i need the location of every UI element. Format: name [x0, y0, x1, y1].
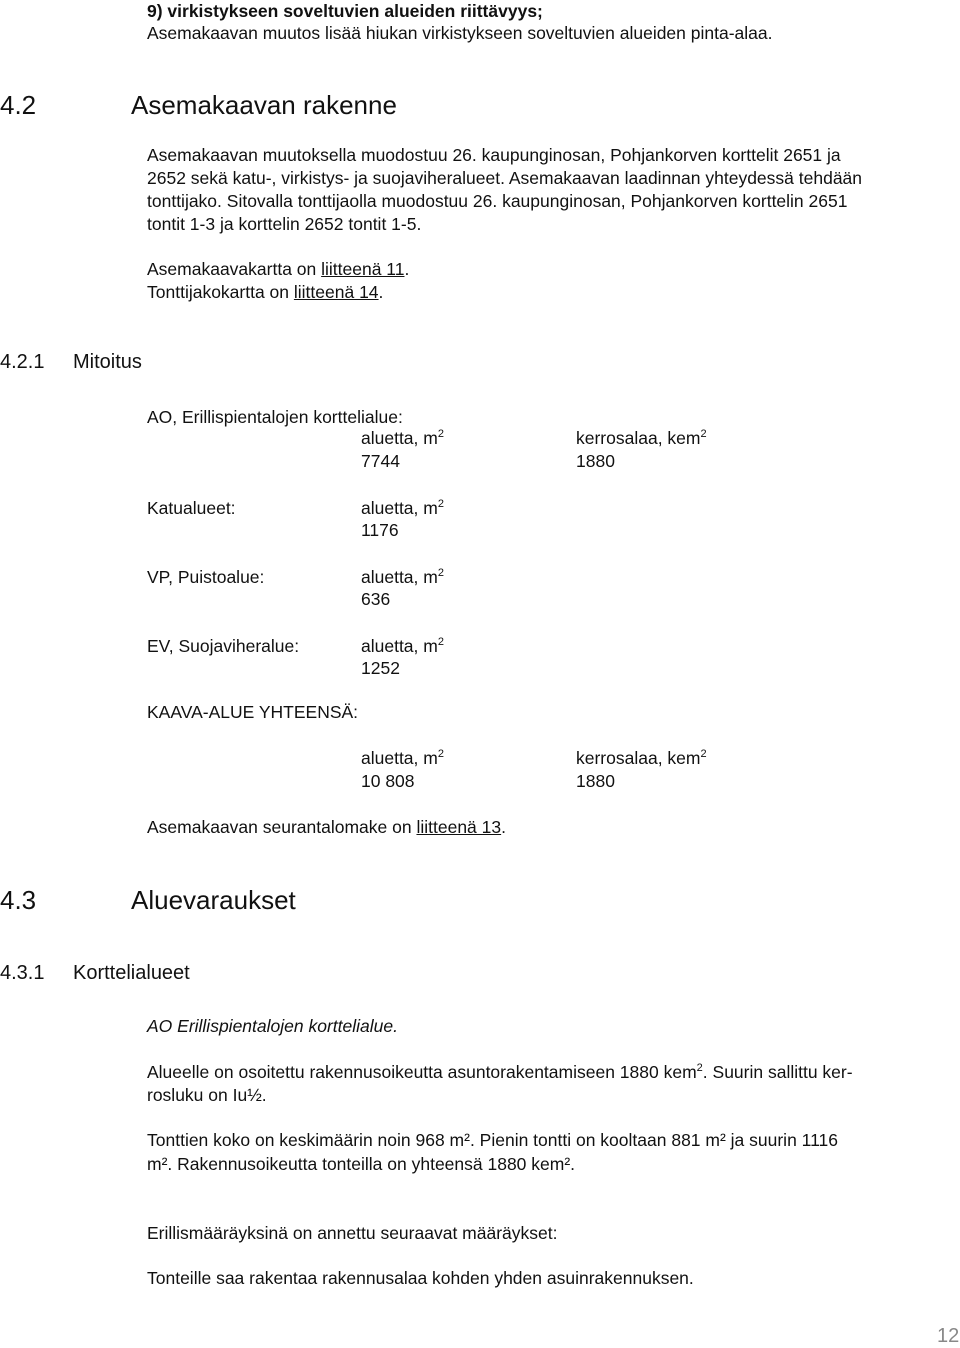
- section-4-3-number: 4.3: [0, 885, 37, 915]
- ao-area-label: aluetta, $m^2$: [361, 428, 444, 448]
- paragraph-line: m². Rakennusoikeutta tonteilla on yhteensä 1880 kem².: [147, 1154, 576, 1174]
- vp-area-label: aluetta, $m^2$: [361, 567, 444, 587]
- ao-area-value: 7744: [361, 451, 400, 471]
- ev-area-label: aluetta, $m^2$: [361, 636, 444, 656]
- section-4-2-title: Asemakaavan rakenne: [131, 90, 397, 120]
- ao-floor-value: 1880: [576, 451, 615, 471]
- section-9-text: Asemakaavan muutos lisää hiukan virkistykseen soveltuvien alueiden pinta-alaa.: [147, 23, 773, 43]
- total-area-label: aluetta, $m^2$: [361, 748, 444, 768]
- vp-area-value: 636: [361, 589, 391, 609]
- ao-floor-label: kerrosalaa, kem$^2$: [576, 428, 707, 448]
- appendix-13-link[interactable]: liitteenä 13: [416, 817, 502, 837]
- paragraph-line: rosluku on Iu½.: [147, 1085, 267, 1105]
- section-4-2-1-number: 4.2.1: [0, 351, 45, 373]
- ev-label: EV, Suojaviheralue:: [147, 636, 300, 656]
- section-4-3-title: Aluevaraukset: [131, 885, 296, 915]
- ao-subtitle: AO Erillispientalojen korttelialue.: [147, 1016, 398, 1036]
- followup-reference: Asemakaavan seurantalomake on liitteenä 13.: [147, 817, 506, 837]
- katu-label: Katualueet:: [147, 498, 236, 518]
- vp-label: VP, Puistoalue:: [147, 567, 265, 587]
- page-number: 12: [937, 1325, 960, 1347]
- section-4-3-1-title: Korttelialueet: [73, 962, 190, 984]
- paragraph-line: tonttijako. Sitovalla tonttijaolla muodostuu 26. kaupunginosan, Pohjankorven korttelin 2651: [147, 191, 848, 211]
- map-reference: Asemakaavakartta on liitteenä 11.: [147, 259, 410, 279]
- katu-area-label: aluetta, $m^2$: [361, 498, 444, 518]
- total-floor-label: kerrosalaa, kem$^2$: [576, 748, 707, 768]
- total-area-value: 10 808: [361, 771, 415, 791]
- section-4-2-1-title: Mitoitus: [73, 351, 142, 373]
- section-4-3-1-number: 4.3.1: [0, 962, 45, 984]
- total-label: KAAVA-ALUE YHTEENSÄ:: [147, 702, 359, 722]
- ev-area-value: 1252: [361, 658, 400, 678]
- katu-area-value: 1176: [361, 520, 399, 540]
- paragraph-line: Tonttien koko on keskimäärin noin 968 m². Pienin tontti on kooltaan 881 m² ja suurin 1116: [147, 1130, 839, 1150]
- paragraph-line: Tonteille saa rakentaa rakennusalaa kohden yhden asuinrakennuksen.: [147, 1268, 694, 1288]
- paragraph-line: 2652 sekä katu-, virkistys- ja suojaviheralueet. Asemakaavan laadinnan yhteydessä tehdään: [147, 168, 863, 188]
- total-floor-value: 1880: [576, 771, 615, 791]
- ao-label: AO, Erillispientalojen korttelialue:: [147, 407, 403, 427]
- plot-reference: Tonttijakokartta on liitteenä 14.: [147, 282, 384, 302]
- appendix-14-link[interactable]: liitteenä 14: [293, 282, 379, 302]
- paragraph-line: Alueelle on osoitettu rakennusoikeutta asuntorakentamiseen 1880 kem$^2$. Suurin sallittu ker-: [147, 1062, 853, 1082]
- paragraph-line: Erillismääräyksinä on annettu seuraavat määräykset:: [147, 1223, 558, 1243]
- appendix-11-link[interactable]: liitteenä 11: [321, 259, 405, 279]
- paragraph-line: tontit 1-3 ja korttelin 2652 tontit 1-5.: [147, 214, 422, 234]
- section-9-title: 9) virkistykseen soveltuvien alueiden riittävyys;: [147, 1, 543, 21]
- section-4-2-number: 4.2: [0, 90, 37, 120]
- paragraph-line: Asemakaavan muutoksella muodostuu 26. kaupunginosan, Pohjankorven korttelit 2651 ja: [147, 145, 841, 165]
